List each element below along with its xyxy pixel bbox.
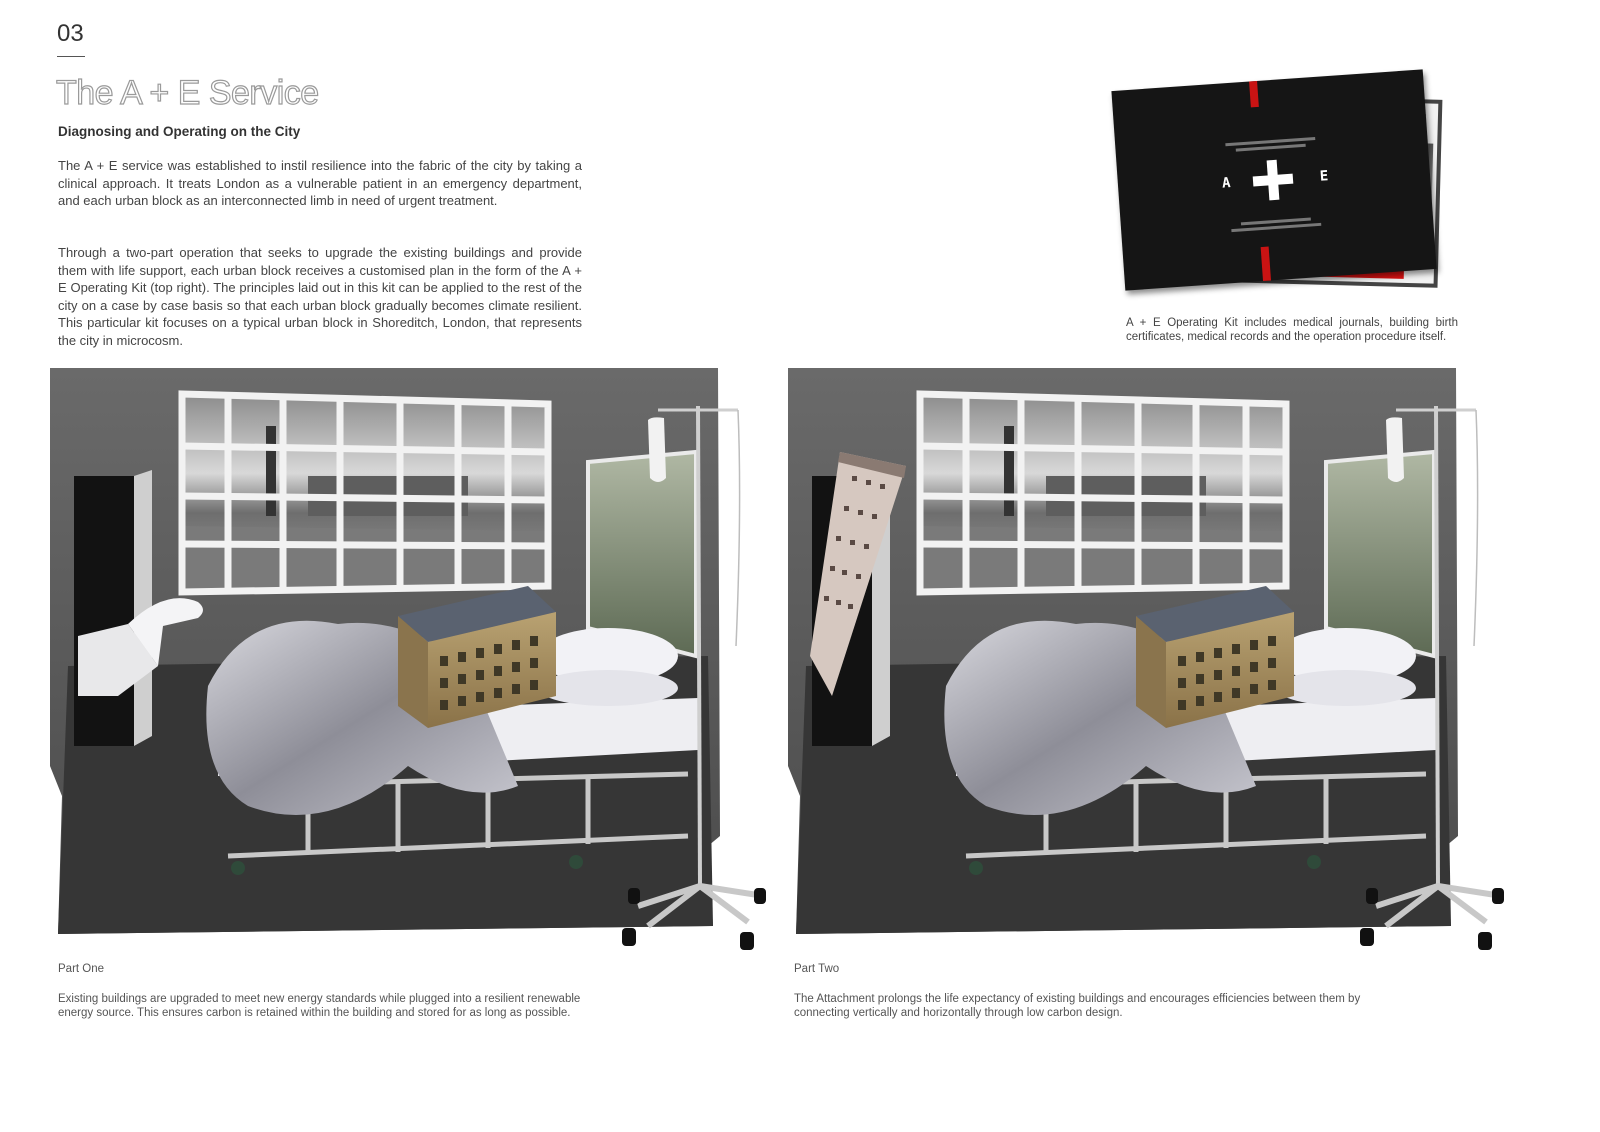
- part-two-description: The Attachment prolongs the life expectancy of existing buildings and encourages efficiencies between them by connecting vertically and horizontally through low carbon design.: [794, 993, 1361, 1019]
- kit-red-stripe-top: [1249, 81, 1259, 107]
- panoramic-window: [182, 394, 548, 592]
- kit-plus-icon: [1253, 174, 1294, 187]
- part-one-label: Part One: [58, 963, 105, 975]
- operating-kit-image: [1110, 68, 1460, 308]
- part-one-collage: [48, 366, 768, 956]
- forest-picture-panel: [588, 452, 696, 656]
- pillow: [538, 670, 678, 706]
- part-two-label: Part Two: [794, 963, 840, 975]
- bed-wheel: [969, 861, 983, 875]
- page-title: The A + E Service: [56, 74, 319, 112]
- part-two-collage: [786, 366, 1506, 956]
- pillow: [1276, 670, 1416, 706]
- page-number: 03: [57, 20, 84, 47]
- intro-paragraph: The A + E service was established to instil resilience into the fabric of the city by taking a clinical approach. It treats London as a vulnerable patient in an emergency department, and each urban block as an interconnected limb in need of urgent treatment.: [58, 158, 582, 208]
- doorway: [74, 476, 134, 746]
- kit-red-stripe-bottom: [1261, 247, 1271, 281]
- kit-cover-fine-print: [1236, 144, 1306, 152]
- kit-cover: [1111, 69, 1436, 290]
- page-subtitle: Diagnosing and Operating on the City: [58, 124, 301, 139]
- part-one-description: Existing buildings are upgraded to meet new energy standards while plugged into a resilient renewable energy source. This ensures carbon is retained within the building and stored for as long as possible.: [58, 993, 581, 1019]
- kit-cover-letter-a: A: [1221, 175, 1232, 192]
- bed-wheel: [569, 855, 583, 869]
- process-paragraph: Through a two-part operation that seeks to upgrade the existing buildings and provide them with life support, each urban block receives a customised plan in the form of the A + E Operating Kit (top right). The principles laid out in this kit can be applied to the rest of the city on a case by case basis so that each urban block gradually becomes climate resilient. This particular kit focuses on a typical urban block in Shoreditch, London, that represents the city in microcosm.: [58, 245, 582, 348]
- bed-wheel: [231, 861, 245, 875]
- forest-picture-panel: [1326, 452, 1434, 656]
- bed-wheel: [1307, 855, 1321, 869]
- page-number-rule: [57, 56, 85, 57]
- panoramic-window: [920, 394, 1286, 592]
- kit-caption: A + E Operating Kit includes medical journals, building birth certificates, medical records and the operation procedure itself.: [1126, 317, 1458, 343]
- kit-cover-letter-e: E: [1319, 168, 1329, 185]
